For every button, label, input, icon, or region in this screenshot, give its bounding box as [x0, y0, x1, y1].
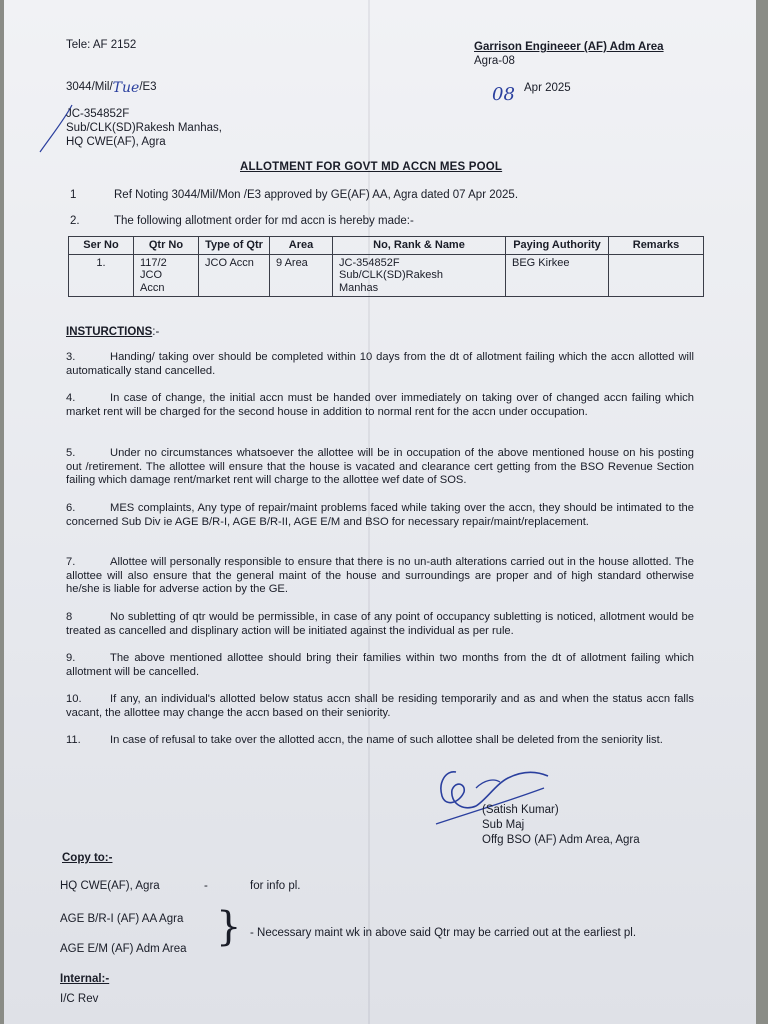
instructions-heading-text: INSTURCTIONS [66, 326, 153, 338]
instruction-text: If any, an individual's allotted below status accn shall be residing temporarily and as and when the status accn falls vacant, the allottee may change the accn based on their seniority. [66, 693, 694, 719]
document-title: ALLOTMENT FOR GOVT MD ACCN MES POOL [240, 161, 503, 173]
instruction-text: No subletting of qtr would be permissible, in case of any point of occupancy subletting is noticed, allotment would be treated as cancelled and displinary action will be initiated against the individual as per rule. [66, 611, 694, 637]
instruction-paragraph [66, 392, 694, 419]
instruction-paragraph [66, 447, 694, 488]
cell-type-of-qtr: JCO Accn [199, 254, 270, 297]
signatory-name: (Satish Kumar) [482, 804, 559, 816]
col-header-remarks: Remarks [609, 237, 704, 255]
reference-number [66, 79, 157, 94]
date-text: Apr 2025 [524, 82, 571, 94]
qtr-line: JCO [140, 269, 162, 281]
col-header-qtr-no: Qtr No [134, 237, 199, 255]
instruction-number: 7. [66, 556, 76, 568]
instruction-number: 11. [66, 734, 81, 746]
cell-paying-authority: BEG Kirkee [506, 254, 609, 297]
name-line: Sub/CLK(SD)Rakesh [339, 269, 443, 281]
item-number: 2. [70, 215, 80, 227]
office-name: Garrison Engineeer (AF) Adm Area [474, 41, 664, 53]
instruction-number: 10. [66, 693, 82, 705]
handwritten-reference: Tue [112, 80, 140, 96]
instructions-heading-suffix: :- [152, 326, 160, 338]
reference-prefix: 3044/Mil/ [66, 81, 113, 93]
table-header-row [69, 237, 704, 255]
cell-remarks [609, 254, 704, 297]
allotment-table [68, 236, 704, 297]
instruction-text: MES complaints, Any type of repair/maint problems faced while taking over the accn, they should be intimated to the concerned Sub Div ie AGE B/R-I, AGE B/R-II, AGE E/M and BSO for necessary repair/maint/replacement. [66, 502, 694, 528]
instruction-text: In case of change, the initial accn must be handed over immediately on taking over of changed accn failing which market rent will be charged for the second house in addition to normal rent for the accn under occupation. [66, 392, 694, 418]
instruction-paragraph [66, 556, 694, 597]
handwritten-date: 08 [492, 84, 515, 105]
copy-to-note: for info pl. [250, 880, 301, 892]
signatory-designation: Offg BSO (AF) Adm Area, Agra [482, 834, 640, 846]
copy-to-recipient: AGE B/R-I (AF) AA Agra [60, 913, 184, 925]
grouping-brace: } [216, 904, 242, 950]
instruction-paragraph [66, 652, 694, 679]
addressee-office: HQ CWE(AF), Agra [66, 136, 166, 148]
item-text: Ref Noting 3044/Mil/Mon /E3 approved by GE(AF) AA, Agra dated 07 Apr 2025. [114, 189, 519, 201]
document-page [4, 0, 756, 1024]
instruction-text: Under no circumstances whatsoever the allottee will be in occupation of the above mentioned house on his posting out /retirement. The allottee will ensure that the house is vacated and clearance cert getting from the BSO Revenue Section failing which damage rent/market rent will charge to the allottee wef date of SOS. [66, 447, 694, 486]
instructions-heading [66, 325, 159, 339]
cell-qtr-no [134, 254, 199, 297]
instruction-number: 8 [66, 611, 73, 623]
qtr-line: Accn [140, 281, 165, 294]
cell-area: 9 Area [270, 254, 333, 297]
cell-ser-no: 1. [69, 254, 134, 297]
qtr-line: 117/2 [140, 256, 167, 269]
col-header-type-of-qtr: Type of Qtr [199, 237, 270, 255]
telephone-number: Tele: AF 2152 [66, 39, 137, 51]
item-number: 1 [70, 189, 77, 201]
col-header-name: No, Rank & Name [333, 237, 506, 255]
instruction-paragraph [66, 611, 694, 638]
office-location: Agra-08 [474, 55, 515, 67]
addressee-name: Sub/CLK(SD)Rakesh Manhas, [66, 122, 222, 134]
col-header-ser-no: Ser No [69, 237, 134, 255]
instruction-number: 4. [66, 392, 76, 404]
col-header-area: Area [270, 237, 333, 255]
item-text: The following allotment order for md accn is hereby made:- [114, 215, 414, 227]
instruction-text: Handing/ taking over should be completed within 10 days from the dt of allotment failing which the accn allotted will automatically stand cancelled. [66, 351, 694, 377]
signatory-rank: Sub Maj [482, 819, 525, 831]
name-line: JC-354852F [339, 256, 400, 269]
reference-suffix: /E3 [139, 81, 157, 93]
instruction-number: 3. [66, 351, 76, 363]
col-header-paying-authority: Paying Authority [506, 237, 609, 255]
copy-to-group-note: - Necessary maint wk in above said Qtr may be carried out at the earliest pl. [250, 927, 637, 939]
cell-name [333, 254, 506, 297]
table-row [69, 254, 704, 297]
instruction-paragraph [66, 693, 694, 720]
internal-heading: Internal:- [60, 973, 110, 985]
addressee-number: JC-354852F [66, 108, 130, 120]
name-line: Manhas [339, 281, 379, 294]
copy-to-dash: - [204, 880, 208, 892]
instruction-number: 6. [66, 502, 76, 514]
instruction-number: 9. [66, 652, 76, 664]
copy-to-recipient: HQ CWE(AF), Agra [60, 880, 160, 892]
instruction-paragraph [66, 351, 694, 378]
instruction-text: Allottee will personally responsible to ensure that there is no un-auth alterations carried out in the house allotted. The allottee will also ensure that the general maint of the house and surroundings are proper and of high standard otherwise he/she is liable for adverse action by the GE. [66, 556, 694, 595]
internal-recipient: I/C Rev [60, 993, 99, 1005]
copy-to-heading: Copy to:- [62, 852, 113, 864]
instruction-paragraph [66, 502, 694, 529]
instruction-text: The above mentioned allottee should bring their families within two months from the dt of allotment failing which allotment will be cancelled. [66, 652, 694, 678]
instruction-paragraph [66, 734, 694, 748]
copy-to-recipient: AGE E/M (AF) Adm Area [60, 943, 187, 955]
instruction-number: 5. [66, 447, 76, 459]
instruction-text: In case of refusal to take over the allotted accn, the name of such allottee shall be deleted from the seniority list. [110, 734, 663, 746]
